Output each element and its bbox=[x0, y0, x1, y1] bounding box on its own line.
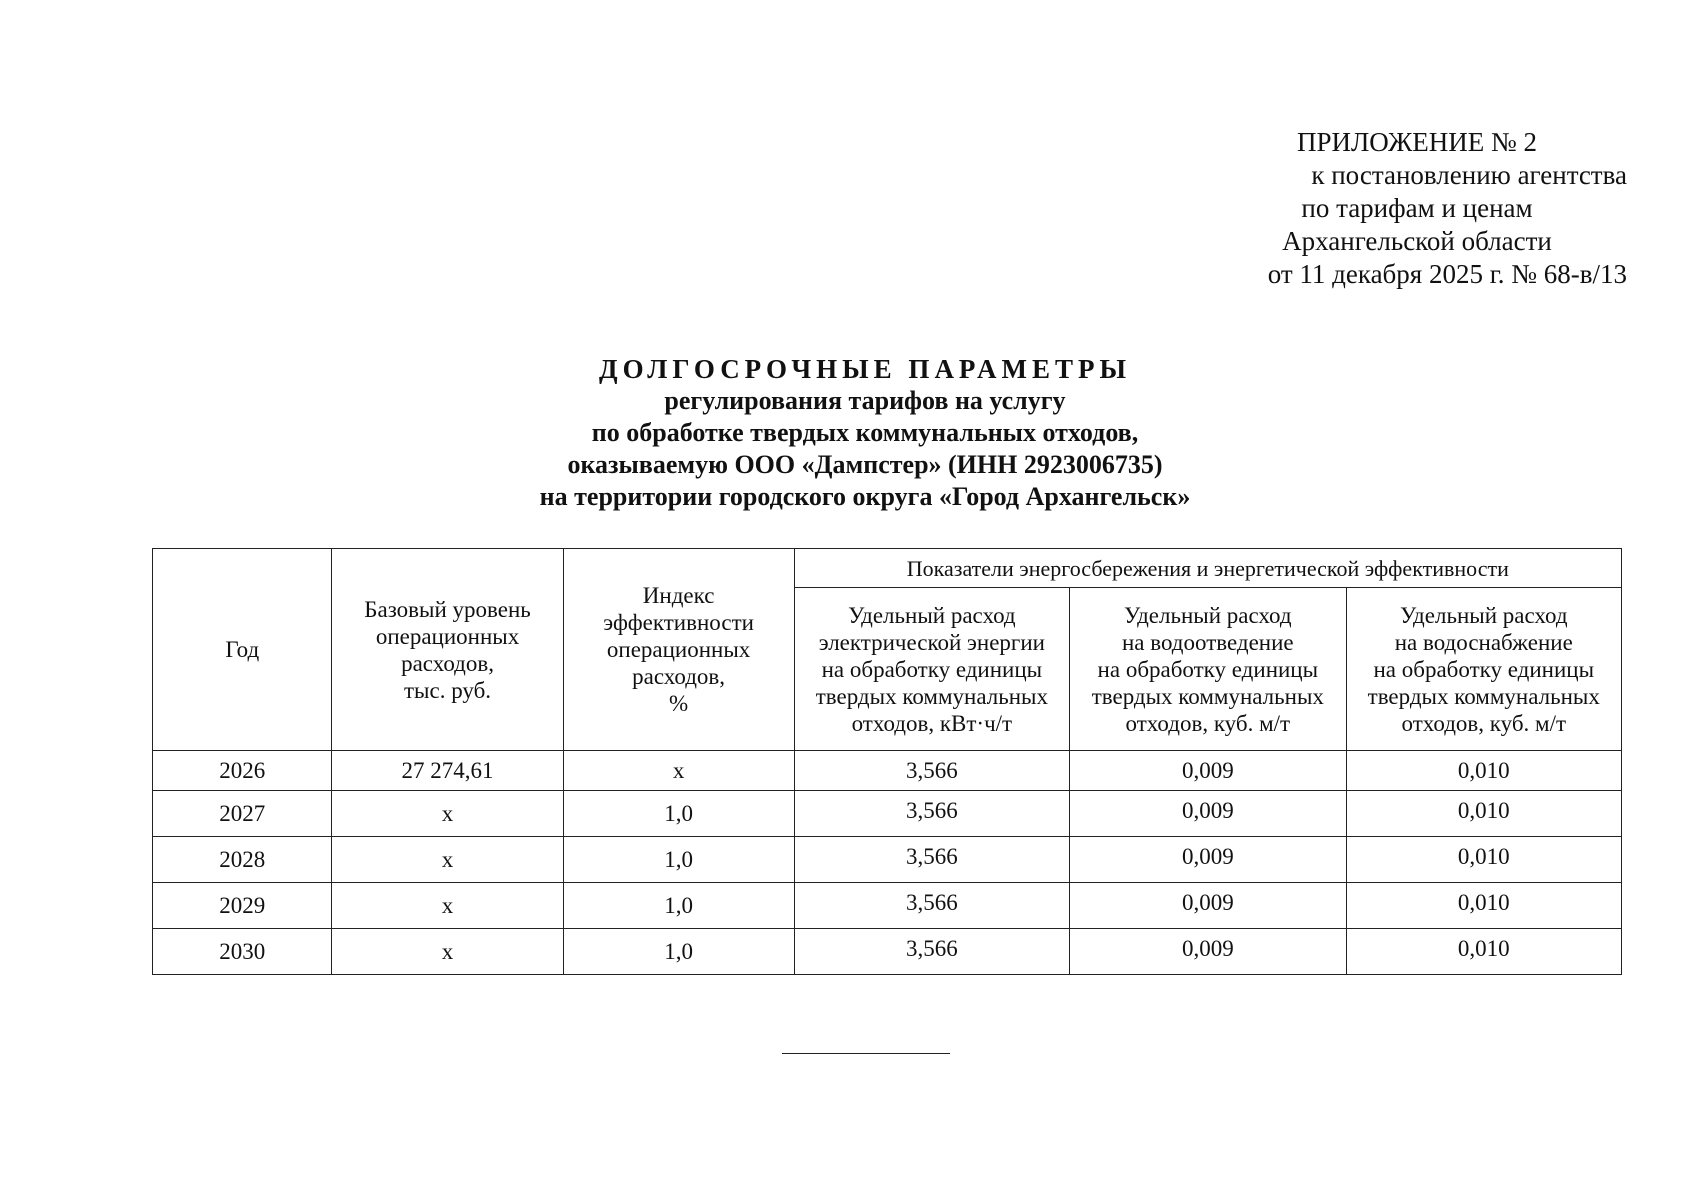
cell-water-supply: 0,010 bbox=[1346, 791, 1621, 837]
header-text-line: Индекс bbox=[642, 583, 715, 608]
cell-efficiency-index: 1,0 bbox=[563, 929, 794, 975]
cell-water-supply: 0,010 bbox=[1346, 751, 1621, 791]
cell-electricity: 3,566 bbox=[794, 837, 1069, 883]
title-line: оказываемую ООО «Дампстер» (ИНН 2923006735) bbox=[567, 450, 1163, 479]
header-text-line: Удельный расход bbox=[1400, 602, 1568, 628]
title-line: по обработке твердых коммунальных отходов, bbox=[591, 418, 1139, 447]
cell-efficiency-index: 1,0 bbox=[563, 883, 794, 929]
cell-electricity: 3,566 bbox=[794, 791, 1069, 837]
appendix-date: от 11 декабря 2025 г. № 68-в/13 bbox=[1267, 259, 1627, 289]
cell-base-level: x bbox=[332, 929, 563, 975]
header-text-line: Удельный расход bbox=[1124, 602, 1292, 628]
cell-water-supply: 0,010 bbox=[1346, 929, 1621, 975]
appendix-line: к постановлению агентства bbox=[1311, 160, 1627, 190]
header-row bbox=[153, 549, 1622, 588]
cell-year: 2029 bbox=[153, 883, 332, 929]
appendix-line: Архангельской области bbox=[1282, 226, 1552, 256]
cell-year: 2030 bbox=[153, 929, 332, 975]
cell-base-level: x bbox=[332, 791, 563, 837]
header-text-line: % bbox=[669, 691, 689, 716]
header-text-line: Удельный расход bbox=[848, 602, 1016, 628]
cell-year: 2027 bbox=[153, 791, 332, 837]
header-text-line: расходов, bbox=[401, 650, 494, 676]
cell-wastewater: 0,009 bbox=[1070, 751, 1346, 791]
cell-water-supply: 0,010 bbox=[1346, 837, 1621, 883]
cell-year: 2028 bbox=[153, 837, 332, 883]
cell-wastewater: 0,009 bbox=[1070, 791, 1346, 837]
header-electricity bbox=[794, 588, 1069, 751]
header-text-line: твердых коммунальных bbox=[815, 683, 1048, 709]
header-text-line: на водоснабжение bbox=[1394, 629, 1573, 655]
cell-year: 2026 bbox=[153, 751, 332, 791]
title-line: на территории городского округа «Город Архангельск» bbox=[539, 482, 1191, 511]
cell-water-supply: 0,010 bbox=[1346, 883, 1621, 929]
header-text-line: операционных bbox=[606, 637, 751, 662]
cell-base-level: x bbox=[332, 883, 563, 929]
cell-wastewater: 0,009 bbox=[1070, 929, 1346, 975]
header-text-line: отходов, куб. м/т bbox=[1125, 710, 1291, 736]
header-efficiency-index bbox=[563, 549, 794, 751]
title-heading: ДОЛГОСРОЧНЫЕ ПАРАМЕТРЫ bbox=[599, 354, 1131, 384]
document-title bbox=[0, 353, 1697, 513]
header-base-level bbox=[332, 549, 563, 751]
header-text-line: на обработку единицы bbox=[1373, 656, 1595, 682]
table-row bbox=[153, 751, 1622, 791]
closing-separator-line bbox=[782, 1053, 950, 1054]
cell-efficiency-index: x bbox=[563, 751, 794, 791]
header-wastewater bbox=[1070, 588, 1346, 751]
title-line: регулирования тарифов на услугу bbox=[664, 386, 1066, 415]
header-text-line: твердых коммунальных bbox=[1091, 683, 1324, 709]
cell-efficiency-index: 1,0 bbox=[563, 791, 794, 837]
header-text-line: отходов, куб. м/т bbox=[1401, 710, 1567, 736]
table-row bbox=[153, 791, 1622, 837]
cell-electricity: 3,566 bbox=[794, 751, 1069, 791]
cell-base-level: x bbox=[332, 837, 563, 883]
header-text-line: на водоотведение bbox=[1122, 629, 1294, 655]
cell-base-level: 27 274,61 bbox=[332, 751, 563, 791]
header-text-line: расходов, bbox=[632, 664, 726, 689]
table-row bbox=[153, 883, 1622, 929]
cell-electricity: 3,566 bbox=[794, 883, 1069, 929]
appendix-number: ПРИЛОЖЕНИЕ № 2 bbox=[1296, 127, 1538, 157]
header-year: Год bbox=[153, 549, 332, 751]
header-text-line: электрической энергии bbox=[818, 629, 1045, 655]
header-energy-group: Показатели энергосбережения и энергетической эффективности bbox=[794, 549, 1621, 588]
table-row bbox=[153, 929, 1622, 975]
header-water-supply bbox=[1346, 588, 1621, 751]
header-text-line: Базовый уровень bbox=[364, 596, 531, 622]
appendix-header bbox=[1167, 126, 1627, 291]
header-text-line: на обработку единицы bbox=[821, 656, 1043, 682]
header-text-line: на обработку единицы bbox=[1097, 656, 1319, 682]
header-text-line: твердых коммунальных bbox=[1367, 683, 1600, 709]
header-text-line: операционных bbox=[375, 623, 520, 649]
parameters-table bbox=[152, 548, 1622, 975]
appendix-line: по тарифам и ценам bbox=[1301, 193, 1533, 223]
table-row bbox=[153, 837, 1622, 883]
cell-wastewater: 0,009 bbox=[1070, 883, 1346, 929]
cell-electricity: 3,566 bbox=[794, 929, 1069, 975]
header-text-line: тыс. руб. bbox=[403, 677, 492, 703]
header-text-line: эффективности bbox=[603, 610, 754, 635]
header-text-line: отходов, кВт·ч/т bbox=[851, 710, 1013, 736]
cell-efficiency-index: 1,0 bbox=[563, 837, 794, 883]
cell-wastewater: 0,009 bbox=[1070, 837, 1346, 883]
